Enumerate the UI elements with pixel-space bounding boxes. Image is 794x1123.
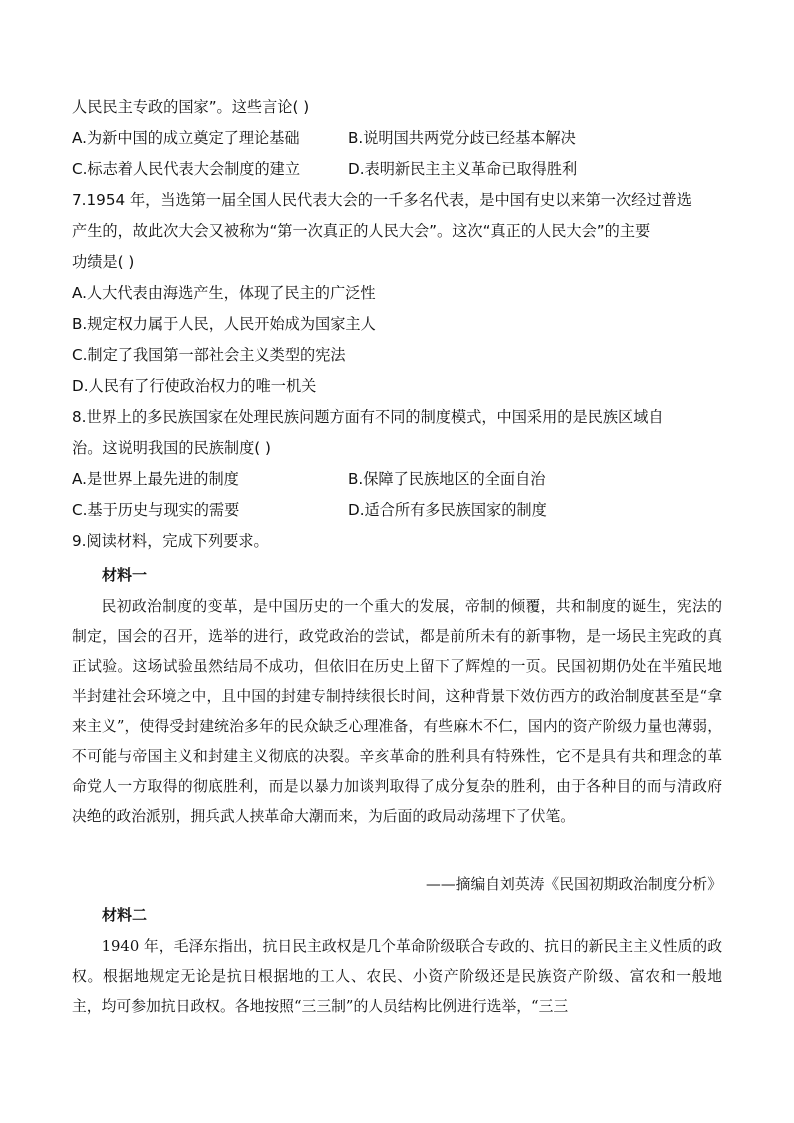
q6-option-c: C.标志着人民代表大会制度的建立 — [72, 160, 301, 178]
q7-option-d: D.人民有了行使政治权力的唯一机关 — [72, 377, 317, 395]
q8-option-a: A.是世界上最先进的制度 — [72, 470, 239, 488]
material-2-heading: 材料二 — [102, 906, 148, 924]
q8-option-c: C.基于历史与现实的需要 — [72, 501, 240, 519]
q7-stem-line-3: 功绩是( ) — [72, 253, 135, 271]
material-1-text: 民初政治制度的变革，是中国历史的一个重大的发展，帝制的倾覆，共和制度的诞生，宪法的制定，国会的召开，选举的进行，政党政治的尝试，都是前所未有的新事物，是一场民主宪政的真正试验。这场试验虽然结局不成功，但依旧在历史上留下了辉煌的一页。民国初期仍处在半殖民地半封建社会环境之中，且中国的封建专制持续很长时间，这种背景下效仿西方的政治制度甚至是“拿来主义”，使得受封建统治多年的民众缺乏心理准备，有些麻木不仁，国内的资产阶级力量也薄弱，不可能与帝国主义和封建主义彻底的决裂。辛亥革命的胜利具有特殊性，它不是具有共和理念的革命党人一方取得的彻底胜利，而是以暴力加谈判取得了成分复杂的胜利，由于各种目的而与清政府决绝的政治派别，拥兵武人挟革命大潮而来，为后面的政局动荡埋下了伏笔。 — [72, 598, 722, 825]
q6-option-b: B.说明国共两党分歧已经基本解决 — [348, 129, 576, 147]
q6-option-d: D.表明新民主主义革命已取得胜利 — [348, 160, 578, 178]
q7-option-a: A.人大代表由海选产生，体现了民主的广泛性 — [72, 284, 376, 302]
q7-option-b: B.规定权力属于人民，人民开始成为国家主人 — [72, 315, 376, 333]
q7-stem-line-1: 7.1954 年，当选第一届全国人民代表大会的一千多名代表，是中国有史以来第一次经过普选 — [72, 191, 692, 209]
q8-stem-line-2: 治。这说明我国的民族制度( ) — [72, 439, 271, 457]
q6-stem-tail: 人民民主专政的国家”。这些言论( ) — [72, 98, 310, 116]
q8-stem-line-1: 8.世界上的多民族国家在处理民族问题方面有不同的制度模式，中国采用的是民族区域自 — [72, 408, 664, 426]
material-1-source: ——摘编自刘英涛《民国初期政治制度分析》 — [426, 876, 722, 893]
q9-stem: 9.阅读材料，完成下列要求。 — [72, 532, 269, 550]
material-2-text: 1940 年，毛泽东指出，抗日民主政权是几个革命阶级联合专政的、抗日的新民主主义性质的政权。根据地规定无论是抗日根据地的工人、农民、小资产阶级还是民族资产阶级、富农和一般地主，均可参加抗日政权。各地按照“三三制”的人员结构比例进行选举，“三三 — [72, 938, 722, 1015]
q8-option-d: D.适合所有多民族国家的制度 — [348, 501, 547, 519]
q6-option-a: A.为新中国的成立奠定了理论基础 — [72, 129, 300, 147]
q8-option-b: B.保障了民族地区的全面自治 — [348, 470, 546, 488]
material-1-heading: 材料一 — [102, 566, 148, 584]
q7-option-c: C.制定了我国第一部社会主义类型的宪法 — [72, 346, 346, 364]
q7-stem-line-2: 产生的，故此次大会又被称为“第一次真正的人民大会”。这次“真正的人民大会”的主要 — [72, 222, 651, 240]
